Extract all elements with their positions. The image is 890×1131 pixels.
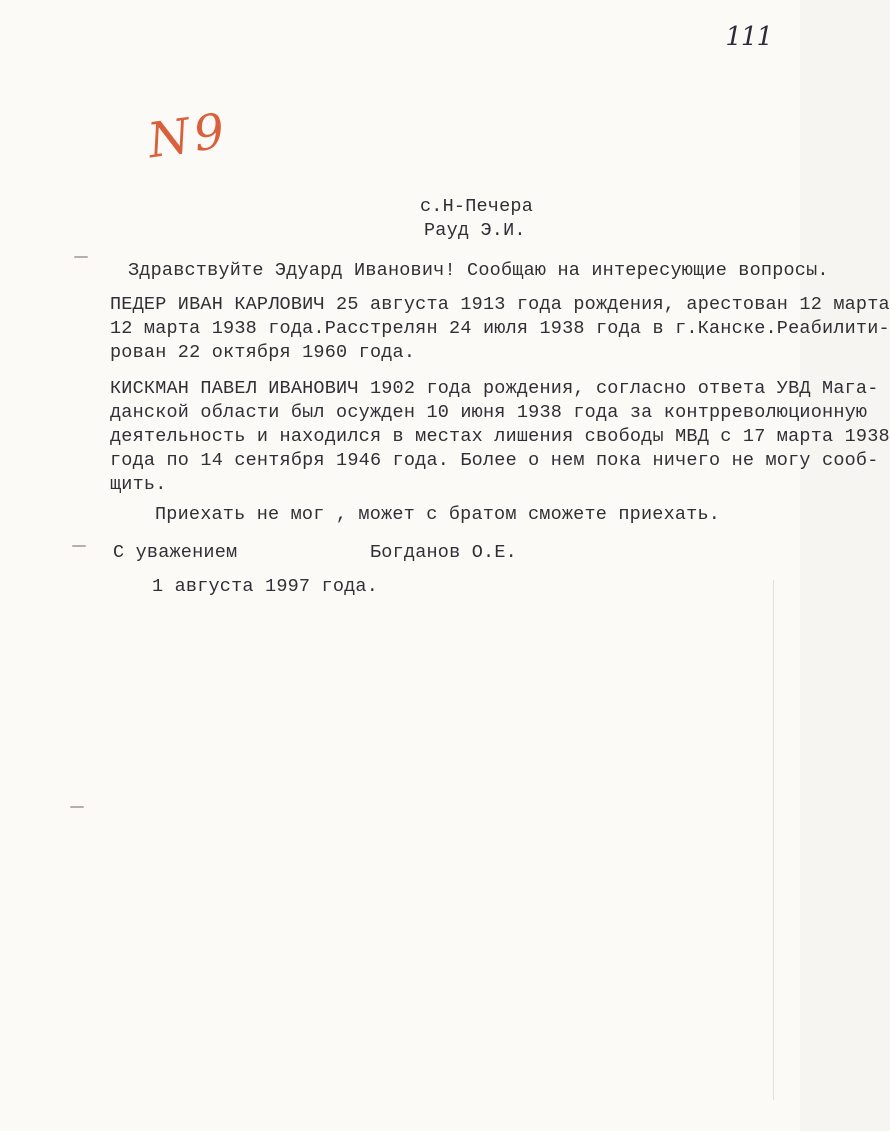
address-recipient: Рауд Э.И. xyxy=(424,220,526,241)
paragraph2-line: КИСКМАН ПАВЕЛ ИВАНОВИЧ 1902 года рождения, согласно ответа УВД Мага- xyxy=(110,378,879,399)
paragraph2-line: года по 14 сентября 1946 года. Более о нем пока ничего не могу сооб- xyxy=(110,450,879,471)
closing-line: Приехать не мог , может с братом сможете приехать. xyxy=(155,504,721,525)
page-edge-shadow xyxy=(773,580,774,1100)
archive-page-number: 111 xyxy=(725,22,772,52)
margin-mark xyxy=(70,806,84,808)
letter-date: 1 августа 1997 года. xyxy=(152,576,379,597)
paragraph2-line: данской области был осужден 10 июня 1938 года за контрреволюционную xyxy=(110,402,868,423)
greeting-line: Здравствуйте Эдуард Иванович! Сообщаю на интересующие вопросы. xyxy=(128,260,829,281)
paragraph1-line: 12 марта 1938 года.Расстрелян 24 июля 1938 года в г.Канске.Реабилити- xyxy=(110,318,890,339)
address-place: с.Н-Печера xyxy=(420,196,534,217)
signature-name: Богданов О.Е. xyxy=(370,542,517,563)
paragraph2-line: деятельность и находился в местах лишения свободы МВД с 17 марта 1938 xyxy=(110,426,890,447)
document-number-mark: N9 xyxy=(144,102,233,170)
paragraph1-line: ПЕДЕР ИВАН КАРЛОВИЧ 25 августа 1913 года рождения, арестован 12 марта xyxy=(110,294,890,315)
margin-mark xyxy=(72,545,86,547)
signature-salutation: С уважением xyxy=(113,542,238,563)
paragraph2-line: щить. xyxy=(110,474,167,495)
margin-mark xyxy=(74,256,88,258)
paragraph1-line: рован 22 октября 1960 года. xyxy=(110,342,416,363)
